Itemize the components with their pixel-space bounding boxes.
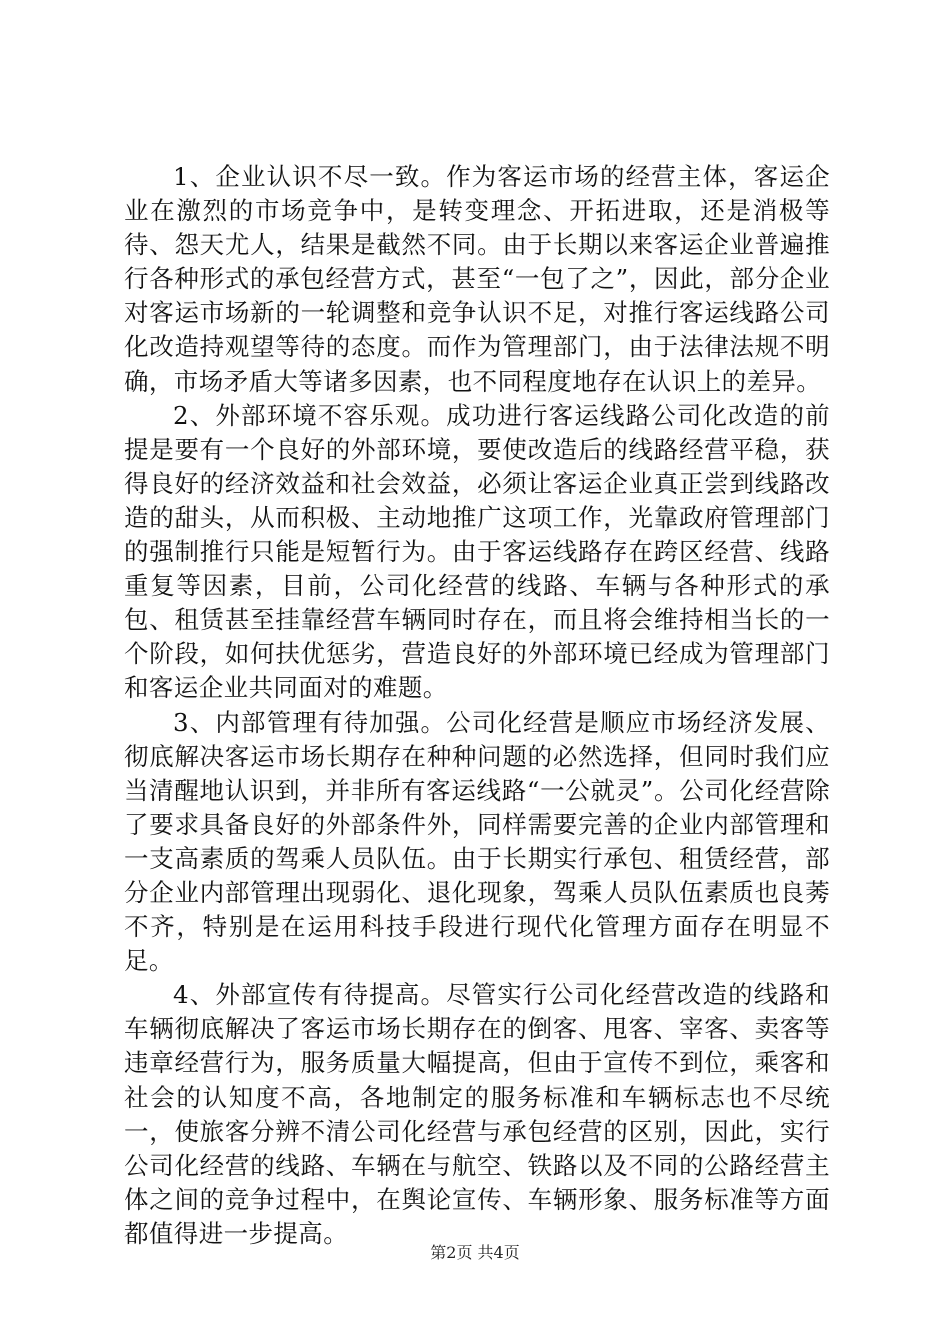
document-body <box>124 160 830 1251</box>
paragraph-1: 1、企业认识不尽一致。作为客运市场的经营主体，客运企业在激烈的市场竞争中，是转变理念、开拓进取，还是消极等待、怨天尤人，结果是截然不同。由于长期以来客运企业普遍推行各种形式的承包经营方式，甚至“一包了之”，因此，部分企业对客运市场新的一轮调整和竞争认识不足，对推行客运线路公司化改造持观望等待的态度。而作为管理部门，由于法律法规不明确，市场矛盾大等诸多因素，也不同程度地存在认识上的差异。 <box>124 162 830 396</box>
paragraph-2: 2、外部环境不容乐观。成功进行客运线路公司化改造的前提是要有一个良好的外部环境，要使改造后的线路经营平稳，获得良好的经济效益和社会效益，必须让客运企业真正尝到线路改造的甜头，从而积极、主动地推广这项工作，光靠政府管理部门的强制推行只能是短暂行为。由于客运线路存在跨区经营、线路重复等因素，目前，公司化经营的线路、车辆与各种形式的承包、租赁甚至挂靠经营车辆同时存在，而且将会维持相当长的一个阶段，如何扶优惩劣，营造良好的外部环境已经成为管理部门和客运企业共同面对的难题。 <box>124 400 830 703</box>
paragraph-3: 3、内部管理有待加强。公司化经营是顺应市场经济发展、彻底解决客运市场长期存在种种问题的必然选择，但同时我们应当清醒地认识到，并非所有客运线路“一公就灵”。公司化经营除了要求具备良好的外部条件外，同样需要完善的企业内部管理和一支高素质的驾乘人员队伍。由于长期实行承包、租赁经营，部分企业内部管理出现弱化、退化现象，驾乘人员队伍素质也良莠不齐，特别是在运用科技手段进行现代化管理方面存在明显不足。 <box>124 707 830 976</box>
page-footer: 第2页 共4页 <box>430 1243 520 1262</box>
paragraph-4: 4、外部宣传有待提高。尽管实行公司化经营改造的线路和车辆彻底解决了客运市场长期存在的倒客、甩客、宰客、卖客等违章经营行为，服务质量大幅提高，但由于宣传不到位，乘客和社会的认知度不高，各地制定的服务标准和车辆标志也不尽统一，使旅客分辨不清公司化经营与承包经营的区别，因此，实行公司化经营的线路、车辆在与航空、铁路以及不同的公路经营主体之间的竞争过程中，在舆论宣传、车辆形象、服务标准等方面都值得进一步提高。 <box>124 980 830 1248</box>
